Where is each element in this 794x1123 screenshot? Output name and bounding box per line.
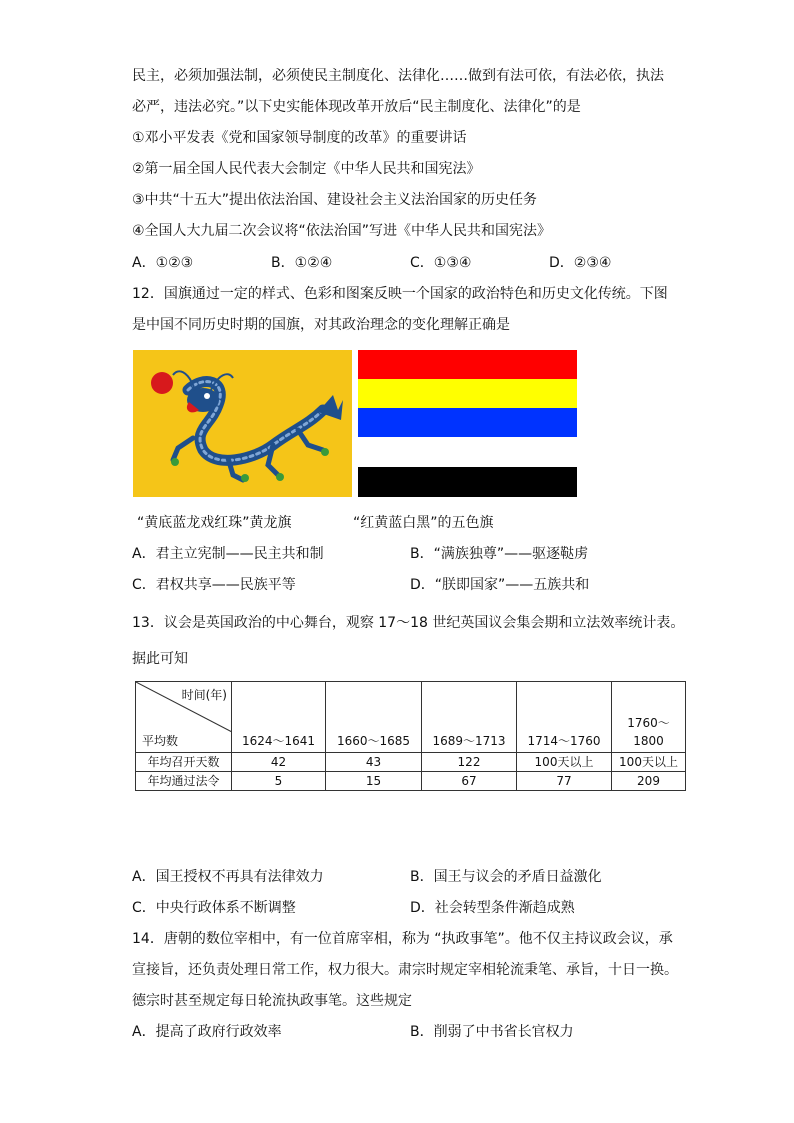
q14-text-line2: 宣接旨，还负责处理日常工作，权力很大。肃宗时规定宰相轮流秉笔、承旨，十日一换。 [132, 962, 678, 978]
table-header-row [136, 682, 686, 753]
q12-option-c: C．君权共享——民族平等 [132, 577, 296, 593]
caption-yellow-dragon-flag: “黄底蓝龙戏红珠”黄龙旗 [137, 515, 292, 531]
dragon-icon [133, 350, 352, 497]
stripe-red [358, 350, 577, 379]
corner-label-average: 平均数 [142, 734, 179, 748]
q13-text-line1: 13．议会是英国政治的中心舞台，观察 17～18 世纪英国议会集会期和立法效率统计表。 [132, 615, 685, 631]
period-header: 1689～1713 [422, 682, 517, 753]
stripe-black [358, 467, 577, 497]
q11-option-a: A．①②③ [132, 255, 194, 271]
q11-item-4: ④全国人大九届二次会议将“依法治国”写进《中华人民共和国宪法》 [132, 223, 552, 239]
q11-option-d: D．②③④ [549, 255, 612, 271]
q11-item-1: ①邓小平发表《党和国家领导制度的改革》的重要讲话 [132, 130, 467, 146]
table-cell: 43 [326, 753, 422, 772]
q12-option-a: A．君主立宪制——民主共和制 [132, 546, 324, 562]
table-cell: 42 [232, 753, 326, 772]
table-cell: 77 [517, 772, 612, 791]
table-row [136, 772, 686, 791]
q14-text-line3: 德宗时甚至规定每日轮流执政事笔。这些规定 [132, 993, 412, 1009]
table-cell: 100天以上 [612, 753, 686, 772]
q13-text-line2: 据此可知 [132, 651, 188, 667]
q11-text-line1: 民主，必须加强法制，必须使民主制度化、法律化……做到有法可依，有法必依，执法 [132, 68, 664, 84]
row-label: 年均通过法令 [136, 772, 232, 791]
period-header: 1714～1760 [517, 682, 612, 753]
q12-text-line2: 是中国不同历史时期的国旗，对其政治理念的变化理解正确是 [132, 317, 510, 333]
table-cell: 100天以上 [517, 753, 612, 772]
q13-option-b: B．国王与议会的矛盾日益激化 [410, 869, 602, 885]
q11-option-b: B．①②④ [271, 255, 333, 271]
five-color-flag-image [358, 350, 577, 497]
q14-text-line1: 14．唐朝的数位宰相中，有一位首席宰相，称为 “执政事笔”。他不仅主持议政会议，承 [132, 931, 673, 947]
q11-item-2: ②第一届全国人民代表大会制定《中华人民共和国宪法》 [132, 161, 481, 177]
table-cell: 67 [422, 772, 517, 791]
row-label: 年均召开天数 [136, 753, 232, 772]
stripe-white [358, 437, 577, 466]
caption-five-color-flag: “红黄蓝白黑”的五色旗 [353, 515, 494, 531]
table-cell: 5 [232, 772, 326, 791]
q12-option-d: D．“朕即国家”——五族共和 [410, 577, 590, 593]
q11-option-c: C．①③④ [410, 255, 472, 271]
period-header: 1624～1641 [232, 682, 326, 753]
q13-option-d: D．社会转型条件渐趋成熟 [410, 900, 575, 916]
table-cell: 209 [612, 772, 686, 791]
q12-option-b: B．“满族独尊”——驱逐鞑虏 [410, 546, 589, 562]
parliament-stats-table [135, 681, 686, 791]
q14-option-a: A．提高了政府行政效率 [132, 1024, 282, 1040]
corner-label-time: 时间(年) [181, 688, 227, 702]
q12-text-line1: 12．国旗通过一定的样式、色彩和图案反映一个国家的政治特色和历史文化传统。下图 [132, 286, 668, 302]
period-header: 1660～1685 [326, 682, 422, 753]
q13-option-a: A．国王授权不再具有法律效力 [132, 869, 324, 885]
q14-option-b: B．削弱了中书省长官权力 [410, 1024, 574, 1040]
stripe-blue [358, 408, 577, 437]
period-header: 1760～1800 [612, 682, 686, 753]
q13-option-c: C．中央行政体系不断调整 [132, 900, 296, 916]
yellow-dragon-flag-image [133, 350, 352, 497]
q11-item-3: ③中共“十五大”提出依法治国、建设社会主义法治国家的历史任务 [132, 192, 538, 208]
table-cell: 15 [326, 772, 422, 791]
table-row [136, 753, 686, 772]
table-corner-cell [136, 682, 232, 753]
stripe-yellow [358, 379, 577, 408]
table-cell: 122 [422, 753, 517, 772]
q11-text-line2: 必严，违法必究。”以下史实能体现改革开放后“民主制度化、法律化”的是 [132, 99, 581, 115]
